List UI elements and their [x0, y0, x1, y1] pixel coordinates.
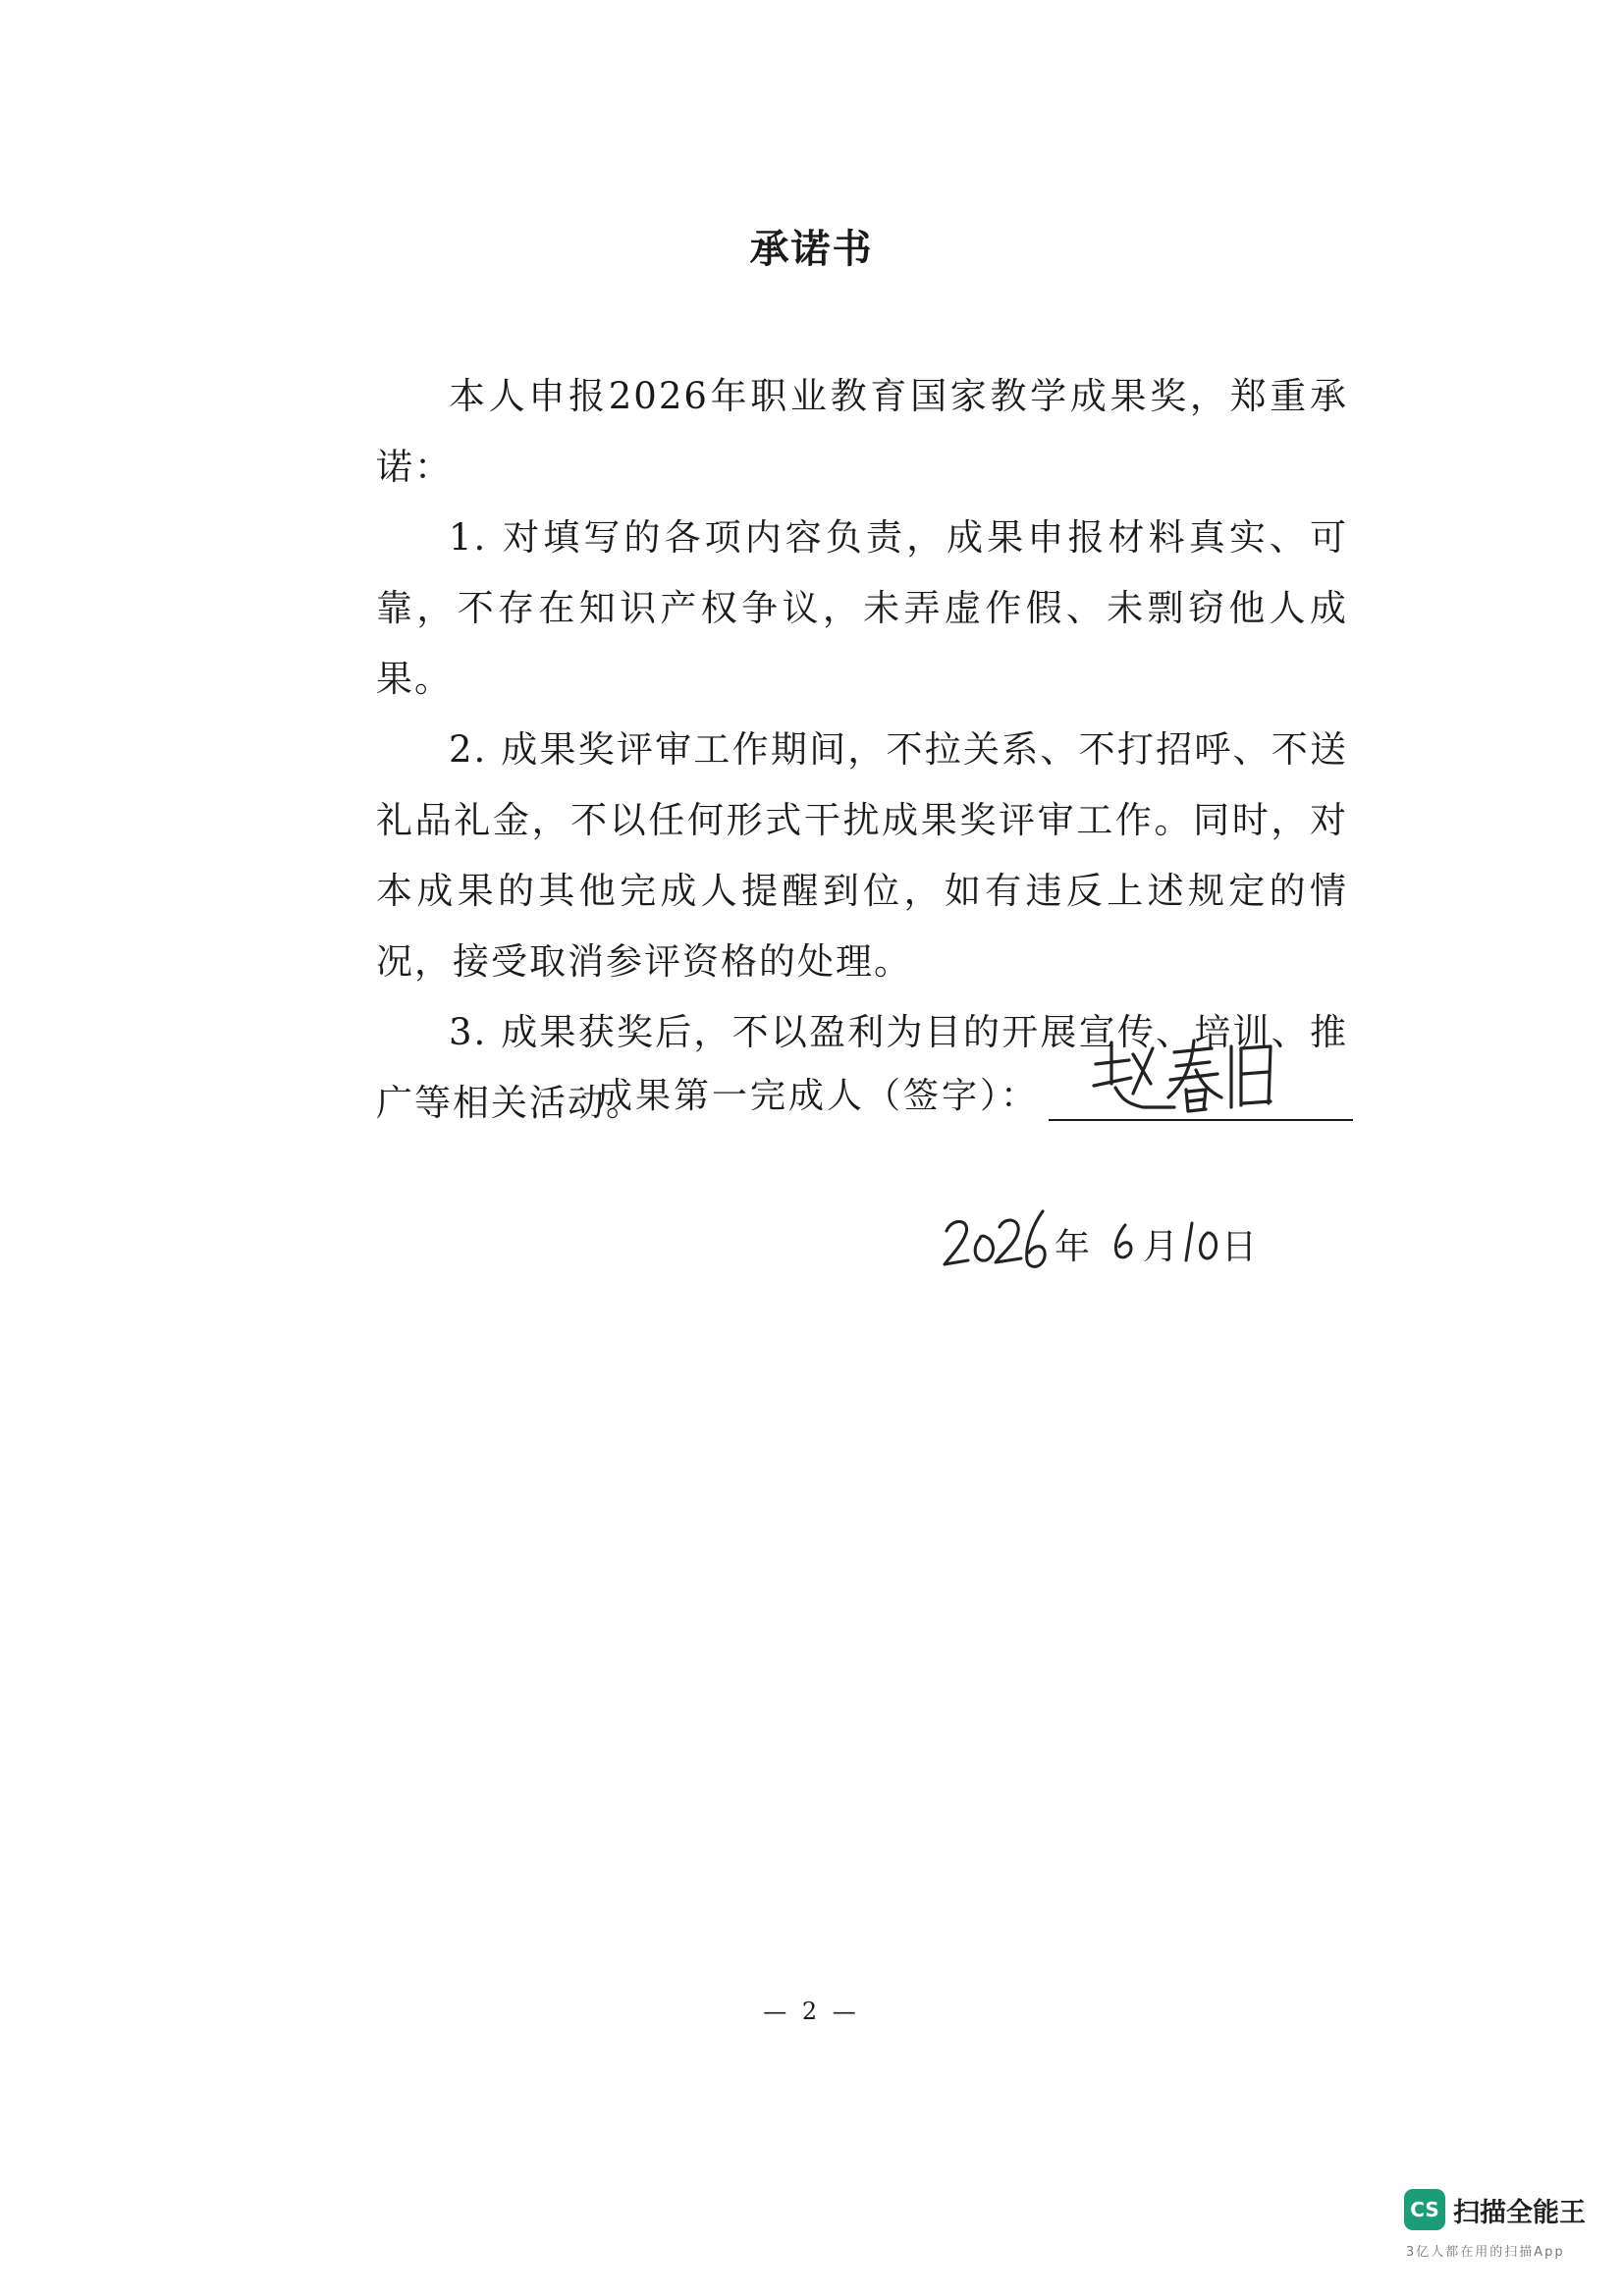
- signature-blank: [1049, 1060, 1353, 1121]
- handwritten-date: [941, 1205, 1258, 1274]
- signature-row: [597, 1062, 1353, 1121]
- date-day-char: 日: [1221, 1227, 1258, 1267]
- signing-date: [941, 1205, 1258, 1274]
- camscanner-logo-icon: CS: [1404, 2189, 1445, 2230]
- paragraph-item-2: 2. 成果奖评审工作期间，不拉关系、不打招呼、不送礼品礼金，不以任何形式干扰成果奖评审工作。同时，对本成果的其他完成人提醒到位，如有违反上述规定的情况，接受取消参评资格的处理。: [376, 728, 1348, 983]
- page-number: — 2 —: [763, 1998, 860, 2025]
- date-month-char: 月: [1143, 1227, 1179, 1267]
- paragraph-item-1: 1. 对填写的各项内容负责，成果申报材料真实、可靠，不存在知识产权争议，未弄虚作假、未剽窃他人成果。: [376, 516, 1348, 700]
- watermark-tagline: 3亿人都在用的扫描App: [1406, 2245, 1565, 2260]
- watermark-app-name: 扫描全能王: [1453, 2198, 1586, 2228]
- paragraph-intro: 本人申报2026年职业教育国家教学成果奖，郑重承诺：: [376, 375, 1348, 488]
- handwritten-signature: [1086, 1035, 1282, 1119]
- commitment-body: [376, 361, 1348, 1139]
- date-year-char: 年: [1055, 1227, 1091, 1267]
- paragraph-item-3: 3. 成果获奖后，不以盈利为目的开展宣传、培训、推广等相关活动。: [376, 1011, 1348, 1124]
- scanner-watermark: [1404, 2189, 1600, 2268]
- document-title: 承诺书: [749, 227, 874, 272]
- signature-label: 成果第一完成人（签字）：: [597, 1076, 1040, 1116]
